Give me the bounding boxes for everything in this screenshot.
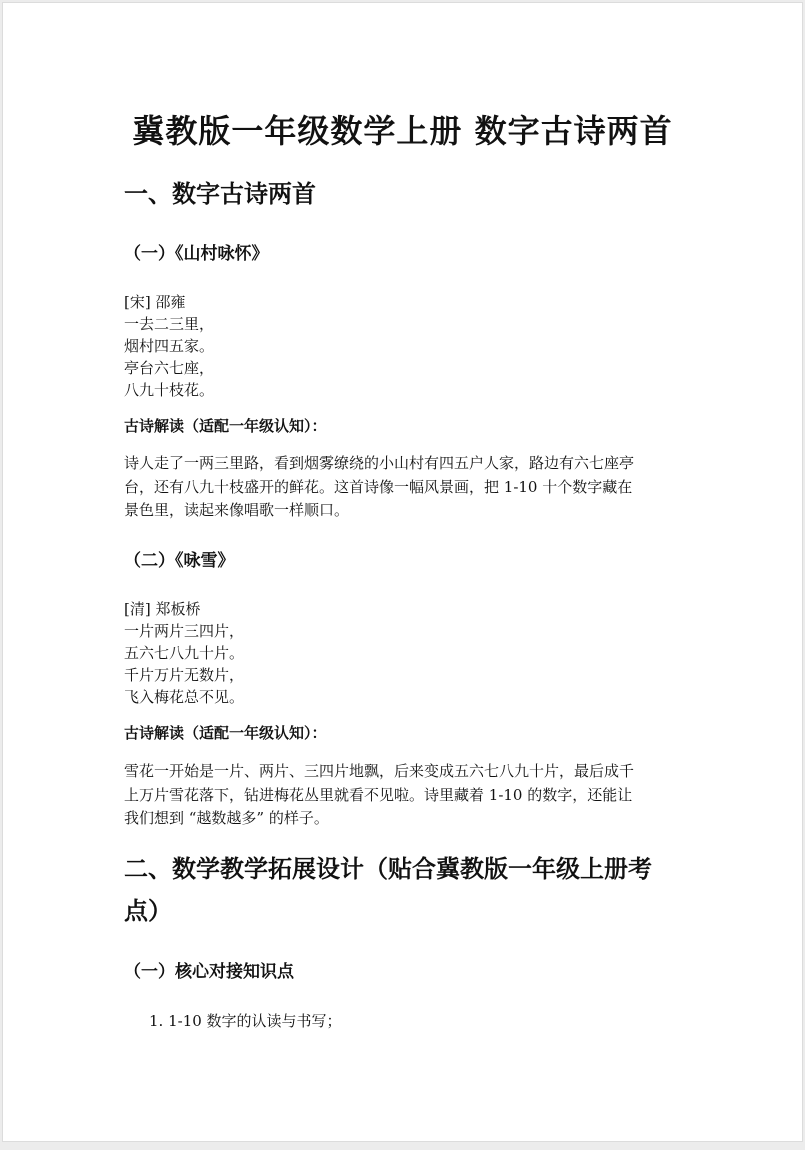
section-2-heading: 二、数学教学拓展设计（贴合冀教版一年级上册考 (124, 854, 652, 883)
poem-2-note-line: 我们想到 “越数越多” 的样子。 (124, 809, 329, 827)
poem-1-author: [宋] 邵雍 (124, 293, 186, 311)
poem-2-author: [清] 郑板桥 (124, 600, 201, 618)
poem-1-line: 亭台六七座， (124, 359, 215, 377)
poem-2-line: 一片两片三四片， (124, 622, 245, 640)
document-title: 冀教版一年级数学上册 数字古诗两首 (132, 112, 673, 150)
poem-2-line: 飞入梅花总不见。 (124, 688, 245, 706)
poem-1-note-label: 古诗解读（适配一年级认知）： (124, 417, 327, 435)
poem-1-note-line: 台，还有八九十枝盛开的鲜花。这首诗像一幅风景画，把 1-10 十个数字藏在 (124, 477, 633, 496)
poem-2-note (124, 760, 684, 831)
poem-2-note-line: 上万片雪花落下，钻进梅花丛里就看不见啦。诗里藏着 1-10 的数字，还能让 (124, 785, 633, 804)
poem-2-heading: （二）《咏雪》 (124, 551, 235, 571)
poem-1-line: 一去二三里， (124, 315, 215, 333)
poem-2-line: 五六七八九十片。 (124, 644, 245, 662)
poem-1-line: 烟村四五家。 (124, 337, 215, 355)
poem-1-note-line: 景色里，读起来像唱歌一样顺口。 (124, 501, 350, 519)
poem-1-line: 八九十枝花。 (124, 381, 215, 399)
subsection-heading: （一）核心对接知识点 (124, 962, 294, 982)
poem-2-note-label: 古诗解读（适配一年级认知）： (124, 724, 327, 742)
poem-1-heading: （一）《山村咏怀》 (124, 244, 269, 264)
document-page (2, 2, 803, 1142)
poem-1-note (124, 452, 684, 523)
poem-2-line: 千片万片无数片， (124, 666, 245, 684)
section-2-heading-continued: 点） (124, 896, 172, 925)
poem-2-note-line: 雪花一开始是一片、两片、三四片地飘，后来变成五六七八九十片，最后成千 (124, 762, 635, 780)
list-item: 1. 1-10 数字的认读与书写； (149, 1012, 342, 1030)
section-1-heading: 一、数字古诗两首 (124, 179, 316, 208)
poem-1-note-line: 诗人走了一两三里路，看到烟雾缭绕的小山村有四五户人家，路边有六七座亭 (124, 454, 635, 472)
